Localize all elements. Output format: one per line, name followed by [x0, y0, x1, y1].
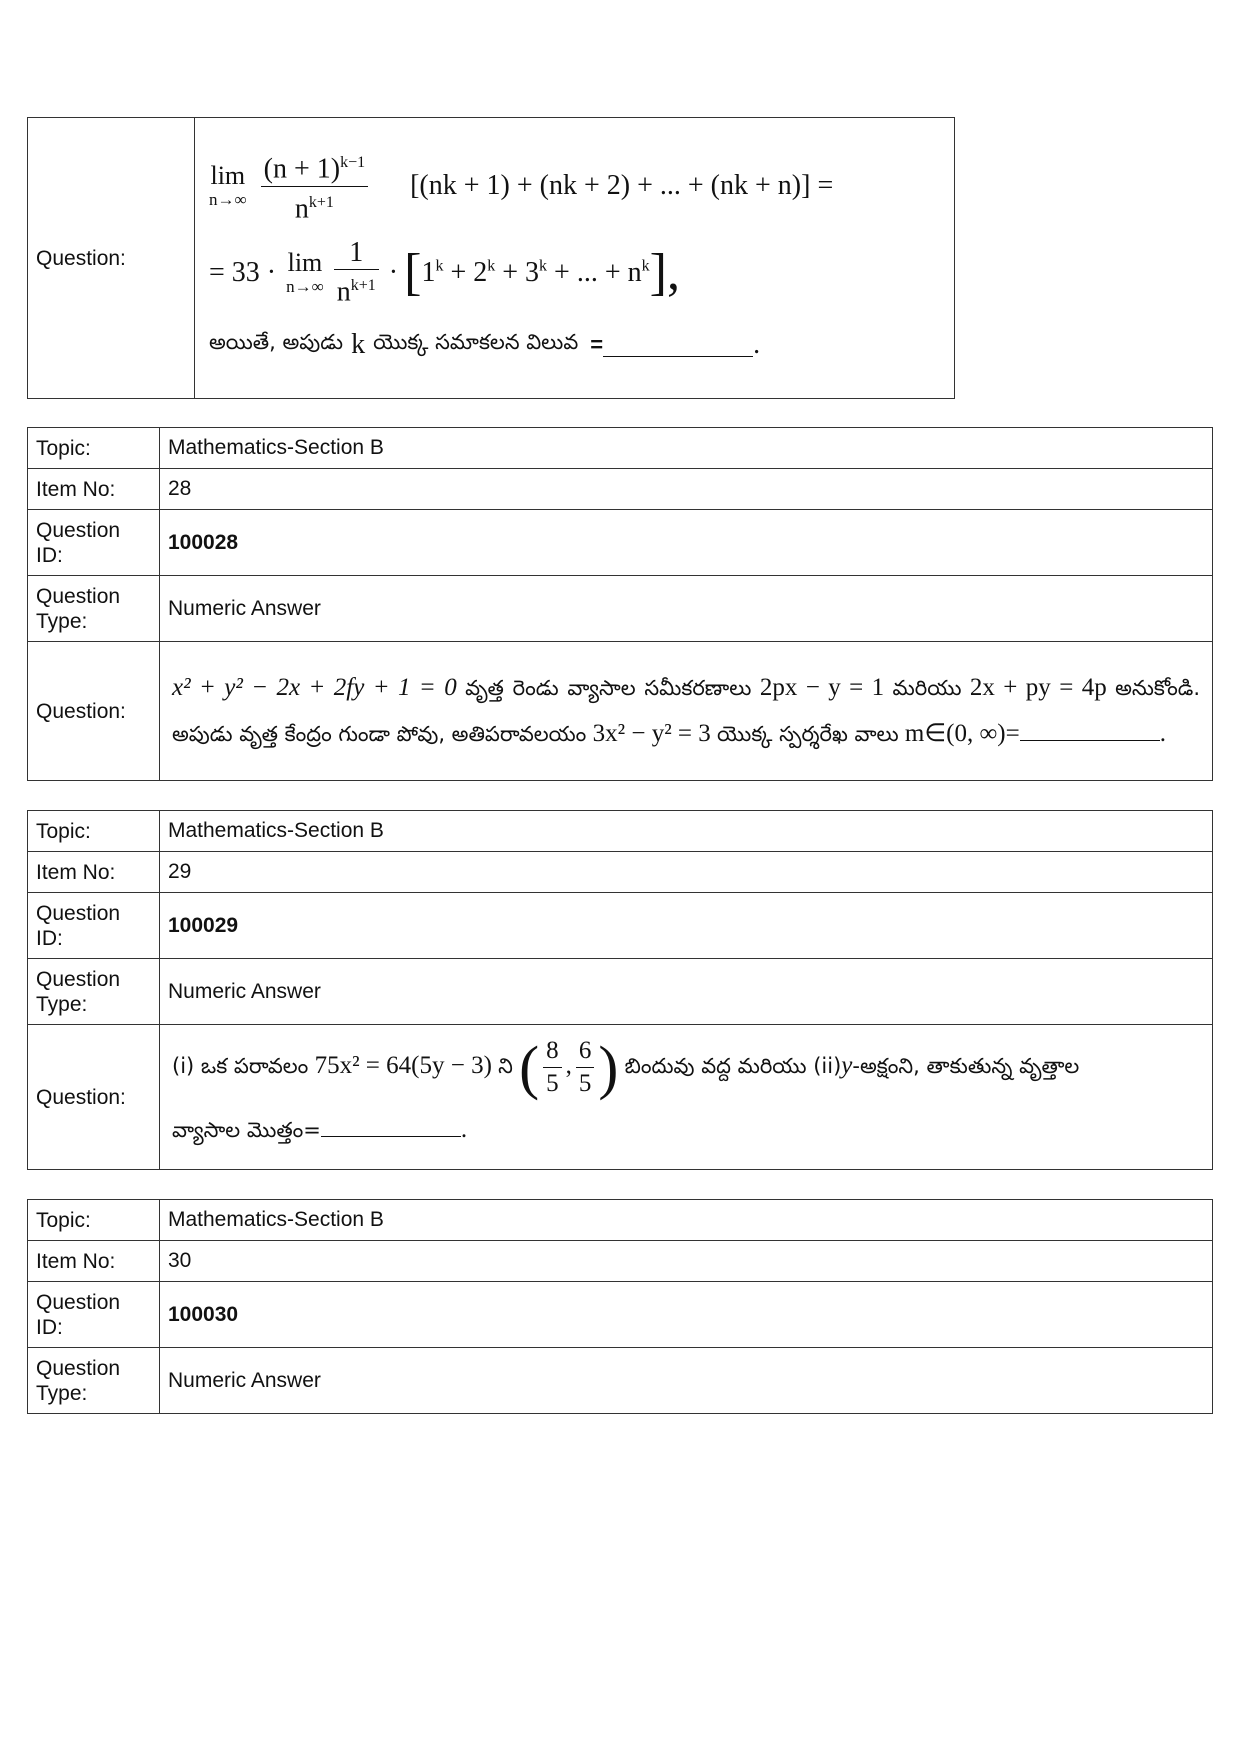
question-block-continued: [27, 117, 955, 399]
question-table-item-28: [27, 427, 1213, 781]
math-line-3: [209, 315, 940, 375]
close-bracket: ],: [649, 244, 680, 301]
limit-operator: lim n→∞: [286, 248, 324, 296]
dot-operator: ·: [388, 257, 399, 288]
slope-range: m∈(0, ∞)=: [904, 720, 1020, 747]
open-bracket: [: [404, 244, 422, 301]
question-id-label: Question ID:: [28, 1282, 160, 1348]
answer-blank: [1020, 718, 1160, 741]
math-line-2: [209, 231, 940, 315]
question-id-value: 100028: [160, 510, 1213, 576]
question-type-label: Question Type:: [28, 959, 160, 1025]
diameter-equation-2: 2x + py = 4p: [969, 674, 1107, 701]
period: .: [460, 1115, 468, 1143]
telugu-text: -అక్షంని, తాకుతున్న వృత్తాల: [852, 1053, 1080, 1078]
circle-equation: x² + y² − 2x + 2fy + 1 = 0: [172, 674, 457, 701]
telugu-text: యొక్క సమాకలన విలువ: [373, 330, 579, 354]
coefficient: = 33 ·: [209, 257, 277, 288]
question-label: Question:: [28, 1025, 160, 1170]
topic-label: Topic:: [28, 428, 160, 469]
question-type-label: Question Type:: [28, 1348, 160, 1414]
item-no-label: Item No:: [28, 1241, 160, 1282]
question-type-value: Numeric Answer: [160, 1348, 1213, 1414]
topic-value: Mathematics-Section B: [160, 1200, 1213, 1241]
question-table-item-30: [27, 1199, 1213, 1414]
fraction-8-5: $\frac{8}{5}$: [543, 1035, 562, 1100]
answer-blank: [321, 1114, 461, 1137]
equals-sign: =: [590, 332, 604, 357]
item-no-label: Item No:: [28, 469, 160, 510]
telugu-text: అయితే, అపుడు: [209, 330, 344, 354]
question-id-value: 100030: [160, 1282, 1213, 1348]
answer-blank: [603, 334, 753, 357]
diameter-equation-1: 2px − y = 1: [759, 674, 885, 701]
telugu-text: వృత్త రెండు వ్యాసాల సమీకరణాలు: [465, 676, 752, 700]
sum-expression: [(nk + 1) + (nk + 2) + ... + (nk + n)] =: [410, 170, 834, 201]
question-type-label: Question Type:: [28, 576, 160, 642]
item-no-value: 30: [160, 1241, 1213, 1282]
telugu-text: వ్యాసాల మొత్తం=: [172, 1117, 321, 1142]
question-id-label: Question ID:: [28, 510, 160, 576]
math-line-1: [209, 141, 940, 231]
telugu-text: (i) ఒక పరావలం: [172, 1053, 309, 1078]
topic-value: Mathematics-Section B: [160, 811, 1213, 852]
power-sum: $1^k + 2^k + 3^k$ + ... + $n^k$: [421, 257, 650, 288]
question-id-label: Question ID:: [28, 893, 160, 959]
topic-value: Mathematics-Section B: [160, 428, 1213, 469]
question-table-item-29: [27, 810, 1213, 1170]
item-no-value: 28: [160, 469, 1213, 510]
telugu-text: బిందువు వద్ద మరియు (ii): [624, 1053, 842, 1078]
item-no-value: 29: [160, 852, 1213, 893]
fraction-6-5: $\frac{6}{5}$: [576, 1035, 595, 1100]
limit-fraction: $\frac{1}{n^{k+1}}$: [334, 237, 379, 308]
question-label: Question:: [28, 118, 195, 399]
question-type-value: Numeric Answer: [160, 576, 1213, 642]
period: .: [753, 329, 761, 360]
telugu-text: యొక్క స్పర్శరేఖ వాలు: [717, 722, 899, 746]
telugu-text: అనుకోండి. అపుడు వృత్త కేంద్రం గుండా పోవు, అతిపరావలయం: [172, 676, 1201, 746]
comma: ,: [565, 1051, 572, 1079]
limit-fraction: $\frac{(n + 1)^{k-1}}{n^{k+1}}$: [261, 147, 368, 225]
item-no-label: Item No:: [28, 852, 160, 893]
question-id-value: 100029: [160, 893, 1213, 959]
hyperbola-equation: 3x² − y² = 3: [592, 720, 711, 747]
period: .: [1159, 720, 1166, 747]
question-text: [160, 1025, 1213, 1170]
question-math-content: [195, 118, 955, 399]
question-type-value: Numeric Answer: [160, 959, 1213, 1025]
telugu-text: ని: [498, 1053, 513, 1078]
variable-k: k: [351, 329, 366, 360]
topic-label: Topic:: [28, 1200, 160, 1241]
close-paren: ): [598, 1034, 619, 1100]
parabola-equation: 75x² = 64(5y − 3): [314, 1051, 492, 1079]
open-paren: (: [519, 1034, 540, 1100]
topic-label: Topic:: [28, 811, 160, 852]
limit-operator: lim n→∞: [209, 161, 247, 209]
question-text: [160, 642, 1213, 781]
telugu-text: మరియు: [892, 676, 962, 700]
variable-y: y: [841, 1051, 853, 1079]
question-label: Question:: [28, 642, 160, 781]
